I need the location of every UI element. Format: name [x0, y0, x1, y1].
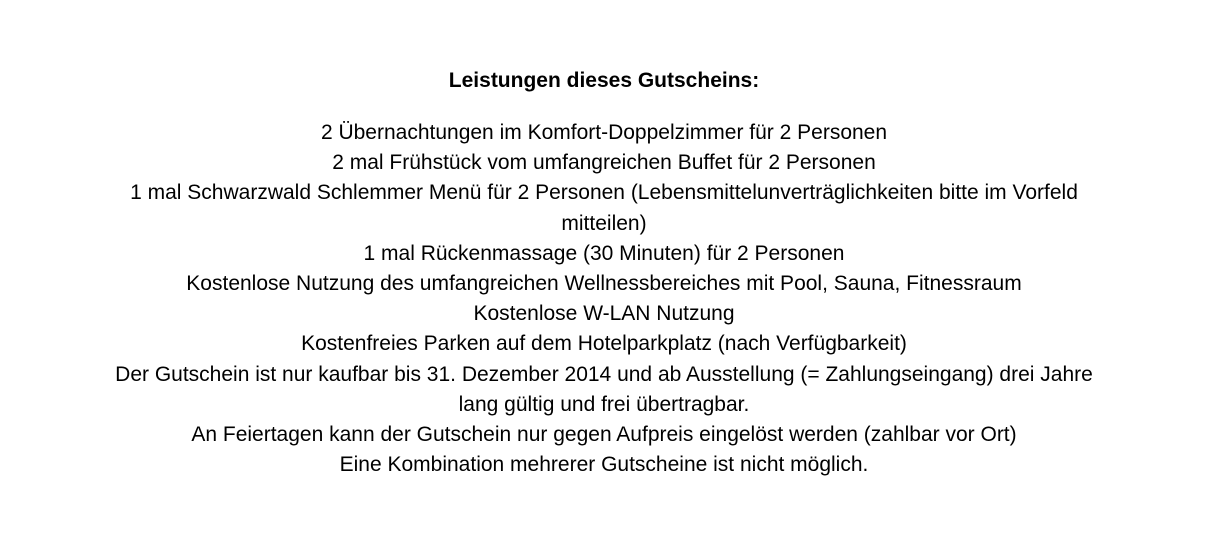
- voucher-benefits-section: [0, 66, 1208, 480]
- benefits-heading: Leistungen dieses Gutscheins:: [448, 69, 760, 92]
- benefit-item-back-massage: 1 mal Rückenmassage (30 Minuten) für 2 Personen: [363, 241, 845, 265]
- benefit-item-validity: Der Gutschein ist nur kaufbar bis 31. Dezember 2014 und ab Ausstellung (= Zahlungseingang) drei Jahre lang gültig und frei übertragbar.: [115, 362, 1093, 416]
- benefit-item-wellness-area: Kostenlose Nutzung des umfangreichen Wellnessbereiches mit Pool, Sauna, Fitnessraum: [186, 272, 1022, 296]
- benefit-item-dinner-menu: 1 mal Schwarzwald Schlemmer Menü für 2 Personen (Lebensmittelunverträglichkeiten bitte im Vorfeld mitteilen): [130, 181, 1078, 235]
- benefit-item-wifi: Kostenlose W-LAN Nutzung: [473, 302, 735, 326]
- benefit-item-parking: Kostenfreies Parken auf dem Hotelparkplatz (nach Verfügbarkeit): [301, 332, 907, 356]
- benefit-item-breakfast: 2 mal Frühstück vom umfangreichen Buffet für 2 Personen: [332, 151, 876, 175]
- benefits-list: [104, 118, 1104, 480]
- benefit-item-overnight-stays: 2 Übernachtungen im Komfort-Doppelzimmer für 2 Personen: [320, 121, 888, 144]
- benefit-item-no-combination: Eine Kombination mehrerer Gutscheine ist nicht möglich.: [339, 453, 869, 477]
- benefit-item-holiday-surcharge: An Feiertagen kann der Gutschein nur gegen Aufpreis eingelöst werden (zahlbar vor Ort): [191, 423, 1017, 447]
